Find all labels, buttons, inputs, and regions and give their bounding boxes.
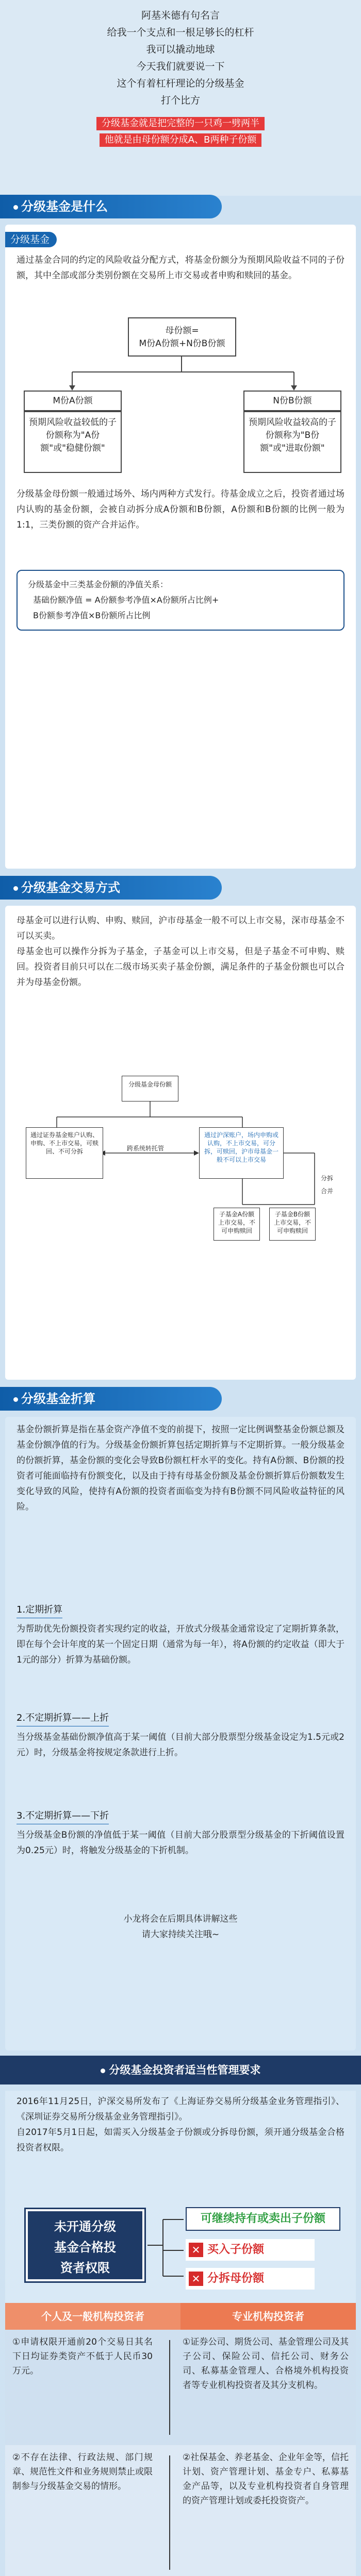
bullet-icon [13,205,18,210]
formula-intro: 分级基金中三类基金份额的净值关系： [28,580,169,589]
section-heading-what: 分级基金是什么 [0,195,222,218]
closing-line: 小龙将会在后期具体讲解这些 [123,1914,238,1924]
conversion-item [17,1710,344,1760]
conversion-text: 当分级基金B份额的净值低于某一阈值（目前大部分股票型分级基金的下折阈值设置为0.25元）时，将触发分级基金的下折机制。 [17,1830,344,1856]
conversion-item [17,1808,344,1858]
a-share-desc: 预期风险收益较低的子份额称为"A份额"或"稳健份额" [24,411,122,473]
intro-line: 我可以撬动地球 [146,44,215,55]
bullet-icon [13,1397,18,1402]
section1-card [5,225,356,869]
table-cell: ②社保基金、养老基金、企业年金等，信托计划、资产管理计划、基金专户、私募基金产品等，以及专业机构投资者自身管理的资产管理计划或委托投资资产。 [183,2452,349,2506]
flow-a-share: 子基金A份额上市交易，不可申购赎回 [214,1208,260,1241]
intro-line: 这个有着杠杆理论的分级基金 [117,78,244,89]
section3-card [5,1417,356,2050]
flow-split-label: 分拆 [321,1175,334,1182]
table-divider [169,2455,170,2570]
b-share-desc: 预期风险收益较高的子份额称为"B份额"或"进取份额" [243,411,341,473]
intro-line: 打个比方 [160,95,200,106]
diagram-connectors [5,357,356,393]
table-cell: ①申请权限开通前20个交易日其名下日均证券类资产不低于人民币30万元。 [12,2337,153,2376]
closing-line: 请大家持续关注哦~ [141,1929,220,1940]
conversion-title: 3.不定期折算——下折 [17,1808,109,1824]
table-cell: ①证券公司、期货公司、基金管理公司及其子公司、保险公司、信托公司、财务公司、私募基金管理人、合格境外机构投资者等专业机构投资者及其分支机构。 [183,2337,349,2391]
flow-transfer-label: 跨系统转托管 [127,1145,165,1152]
bullet-icon [13,886,18,891]
table-row [5,2330,356,2445]
section-heading-trading: 分级基金交易方式 [0,876,222,900]
b-share-box: N份B份额 [243,391,341,411]
section1-paragraph2: 分级基金母份额一般通过场外、场内两种方式发行。待基金成立之后，投资者通过场内认购的基金份额，会被自动拆分成A份额和B份额，A份额和B份额的比例一般为1:1，三类份额的资产合并运作。 [17,489,344,530]
conversion-title: 1.定期折算 [17,1602,62,1618]
formula-line: 基础份额净值 = A份额参考净值×A份额所占比例+ [33,595,219,605]
flow-left-box: 通过证券基金账户认购、申购、不上市交易，可赎回、不可分拆 [26,1127,103,1179]
section4-card [5,2091,356,2576]
mother-share-box: 母份额= M份A份额+N份B份额 [128,317,236,357]
flow-right-box: 通过沪深账户，场内申购或认购，不上市交易，可分拆，可赎回，沪市母基金一般不可以上市交易 [199,1127,284,1179]
intro-panel [0,0,361,196]
permission-badge: 未开通分级 基金合格投 资者权限 [26,2209,144,2281]
section4-paragraph: 2016年11月25日，沪深交易所发布了《上海证券交易所分级基金业务管理指引》、《深圳证券交易所分级基金业务管理指引》。 自2017年5月1日起，如需买入分级基金子份额或分拆母份额，须开通分级基金合格投资者权限。 [17,2096,344,2153]
intro-line: 今天我们就要说一下 [136,61,225,72]
conversion-item [17,1602,344,1668]
formula-box [17,570,344,631]
can-hold-item: 可继续持有或卖出子份额 [186,2207,340,2231]
intro-line: 给我一个支点和一根足够长的杠杆 [107,27,254,38]
intro-highlight: 分级基金就是把完整的一只鸡一劈两半 [96,117,265,130]
section2-card [5,906,356,1380]
flow-b-share: 子基金B份额上市交易，不可申购赎回 [269,1208,316,1241]
cannot-buy-item: ✕ 买入子份额 [186,2239,315,2261]
conversion-text: 为帮助优先份额投资者实现约定的收益，开放式分级基金通常设定了定期折算条款，即在每个会计年度的某一个固定日期（通常为每一年），将A份额的约定收益（即大于1元的部分）折算为基础份额。 [17,1624,344,1665]
section2-paragraph: 母基金可以进行认购、申购、赎回，沪市母基金一般不可以上市交易，深市母基金不可以买卖。 母基金也可以操作分拆为子基金，子基金可以上市交易，但是子基金不可申购、赎回。投资者目前只可以在二级市场买卖子基金份额，满足条件的子基金份额也可以合并为母基金份额。 [17,916,344,988]
table-col-individual: 个人及一般机构投资者 [5,2303,180,2330]
table-cell: ②不存在法律、行政法规、部门规章、规范性文件和业务规则禁止或限制参与分级基金交易的情形。 [12,2452,153,2492]
close-icon: ✕ [189,2272,203,2286]
conversion-title: 2.不定期折算——上折 [17,1710,109,1726]
flow-mother: 分级基金母份额 [122,1076,178,1101]
intro-highlight: 他就是由母份额分成A、B两种子份额 [100,133,262,147]
intro-line: 阿基米德有句名言 [141,10,220,21]
bullet-icon [101,2069,105,2073]
flow-merge-label: 合并 [321,1188,334,1195]
tag-label: 分级基金 [5,232,57,247]
cannot-split-item: ✕ 分拆母份额 [186,2268,315,2290]
section-heading-suitability: 分级基金投资者适当性管理要求 [0,2061,361,2079]
conversion-text: 当分级基金基础份额净值高于某一阈值（目前大部分股票型分级基金设定为1.5元或2元）时，分级基金将按规定条款进行上折。 [17,1732,344,1758]
table-header [5,2303,356,2330]
section-heading-conversion: 分级基金折算 [0,1387,222,1411]
section3-closing [5,1911,356,1942]
section3-paragraph: 基金份额折算是指在基金资产净值不变的前提下，按照一定比例调整基金份额总额及基金份额净值的行为。分级基金份额折算包括定期折算与不定期折算。一般分级基金的份额折算，基金份额的变化会导致B份额杠杆水平的变化。持有A份额、B份额的投资者可能面临持有份额变化，以及由于持有母基金份额及基金份额折算后份额数发生变化导致的风险，使持有A份额的投资者面临变为持有B份额不同风险收益特征的风险。 [17,1425,344,1512]
section1-paragraph: 通过基金合同的约定的风险收益分配方式，将基金份额分为预期风险收益不同的子份额，其中全部或部分类别份额在交易所上市交易或者申购和赎回的基金。 [17,255,344,281]
table-divider [169,2340,170,2435]
a-share-box: M份A份额 [24,391,122,411]
badge-connectors [147,2209,189,2286]
formula-line: B份额参考净值×B份额所占比例 [33,611,151,620]
table-row [5,2445,356,2576]
close-icon: ✕ [189,2243,203,2257]
table-col-professional: 专业机构投资者 [180,2303,356,2330]
